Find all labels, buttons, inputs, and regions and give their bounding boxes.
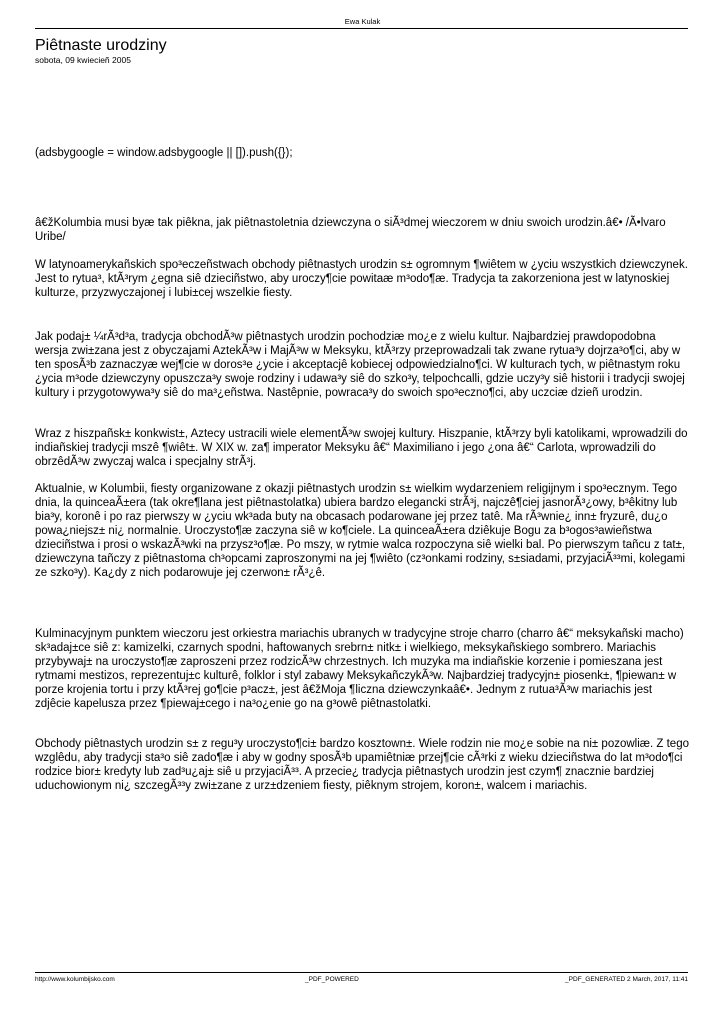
paragraph: Jak podaj± ¼rÃ³d³a, tradycja obchodÃ³w piêtnastych urodzin pochodziæ mo¿e z wielu kultur. Najbardziej prawdopodobna wersja zwi±zana jest z obyczajami AztekÃ³w i MajÃ³w w Meksyku, ktÃ³rzy przeprowadzali tak zwane rytua³y dojrza³o¶ci, aby w ten sposÃ³b zaznaczyæ wej¶cie w doros³e ¿ycie i akceptacjê kobiecej odpowiedzialno¶ci. W kulturach tych, w piêtnastym roku ¿ycia m³ode dziewczyny opuszcza³y swoje rodziny i udawa³y siê do szko³y, telpochcalli, gdzie uczy³y siê historii i tradycji swojej kultury i przygotowywa³y siê do ma³¿eñstwa. Nastêpnie, powraca³y do swoich spo³eczno¶ci, aby uczciæ dzieñ urodzin. [35, 331, 685, 399]
paragraph-intro [35, 258, 690, 300]
paragraph: Wraz z hiszpañsk± konkwist±, Aztecy ustracili wiele elementÃ³w swojej kultury. Hiszpanie, ktÃ³rzy byli katolikami, wprowadzili do indiañskiej tradycji mszê ¶wiêt±. W XIX w. za¶ imperator Meksyku â€“ Maximiliano i jego ¿ona â€“ Carlota, wprowadzili do obrzêdÃ³w zwyczaj walca i specjalny strÃ³j. [35, 428, 688, 468]
paragraph: Obchody piêtnastych urodzin s± z regu³y uroczysto¶ci± bardzo kosztown±. Wiele rodzin nie mo¿e sobie na ni± pozowliæ. Z tego wzglêdu, aby tradycji sta³o siê zado¶æ i aby w godny sposÃ³b upamiêtniæ przej¶cie cÃ³rki z wieku dzieciñstwa do lat m³odo¶ci rodzice bior± kredyty lub zad³u¿aj± siê u przyjaciÃ³³. A przecie¿ tradycja piêtnastych urodzin jest czym¶ znacznie bardziej uduchowionym ni¿ szczegÃ³³y zwi±zane z urz±dzeniem fiesty, piêknym strojem, koron±, walcem i mariachis. [35, 738, 689, 792]
article-date: sobota, 09 kwiecieñ 2005 [35, 55, 131, 65]
paragraph: Kulminacyjnym punktem wieczoru jest orkiestra mariachis ubranych w tradycyjne stroje charro (charro â€“ meksykañski macho) sk³adaj±ce siê z: kamizelki, czarnych spodni, haftowanych srebrn± nitk± i wielkiego, meksykañskiego sombrero. Mariachis przybywaj± na uroczysto¶æ zaproszeni przez rodzicÃ³w chrzestnych. Ich muzyka ma indiañskie korzenie i pomieszana jest rytmami mestizos, reprezentuj±c kulturê, folklor i styl zabawy MeksykañczykÃ³w. Najbardziej tradycyjn± piosenk±, ¶piewan± w porze krojenia tortu i przy ktÃ³rej go¶cie p³acz±, jest â€žMoja ¶liczna dziewczynkaâ€•. Jednym z rutua³Ã³w mariachis jest zdjêcie kapelusza przez ¶piewaj±cego i na³o¿enie go na g³owê piêtnastolatki. [35, 628, 684, 710]
paragraph-costs [35, 737, 690, 793]
paragraph-quote [35, 216, 690, 244]
paragraph: â€žKolumbia musi byæ tak piêkna, jak piêtnastoletnia dziewczyna o siÃ³dmej wieczorem w dniu swoich urodzin.â€• /Ã•lvaro Uribe/ [35, 217, 666, 243]
header-divider [35, 28, 688, 29]
paragraph: W latynoamerykañskich spo³eczeñstwach obchody piêtnastych urodzin s± ogromnym ¶wiêtem w ¿yciu wszystkich dziewczynek. Jest to rytua³, ktÃ³rym ¿egna siê dzieciñstwo, aby uroczy¶cie powitaæ m³odo¶æ. Tradycja ta zakorzeniona jest w latynoskiej kulturze, przyzwyczajonej i lubi±cej wszelkie fiesty. [35, 259, 688, 299]
footer-url[interactable]: http://www.kolumbijsko.com [35, 976, 115, 983]
footer-powered: _PDF_POWERED [305, 976, 359, 983]
paragraph-origins [35, 330, 690, 400]
paragraph: Aktualnie, w Kolumbii, fiesty organizowane z okazji piêtnastych urodzin s± wielkim wydarzeniem religijnym i spo³ecznym. Tego dnia, la quinceaÃ±era (tak okre¶lana jest piêtnastolatka) ubiera bardzo elegancki strÃ³j, najczê¶ciej jasnorÃ³¿owy, b³êkitny lub bia³y, koronê i po raz pierwszy w ¿yciu wk³ada buty na obcasach podarowane jej przez tatê. Ma rÃ³wnie¿ inn± fryzurê, du¿o powa¿niejsz± ni¿ normalnie. Uroczysto¶æ zaczyna siê w ko¶ciele. La quinceaÃ±era dziêkuje Bogu za b³ogos³awieñstwa dzieciñstwa i prosi o wskazÃ³wki na przysz³o¶æ. Po mszy, w rytmie walca rozpoczyna siê wielki bal. Po pierwszym tañcu z tat±, dziewczyna tañczy z piêtnastoma ch³opcami zaproszonymi na jej ¶wiêto (cz³onkami rodziny, s±siadami, przyjaciÃ³³mi, kolegami ze szko³y). Ka¿dy z nich podarowuje jej czerwon± rÃ³¿ê. [35, 483, 686, 579]
ad-code-text [35, 146, 690, 160]
footer-divider [35, 972, 688, 973]
paragraph-colombia [35, 482, 690, 580]
footer-generated: _PDF_GENERATED 2 March, 2017, 11:41 [565, 976, 688, 983]
paragraph-mariachis [35, 627, 690, 711]
ad-code: (adsbygoogle = window.adsbygoogle || []).push({}); [35, 147, 293, 159]
header-author: Ewa Kulak [344, 17, 381, 26]
paragraph-conquest [35, 427, 690, 469]
article-title: Piêtnaste urodziny [35, 37, 167, 54]
